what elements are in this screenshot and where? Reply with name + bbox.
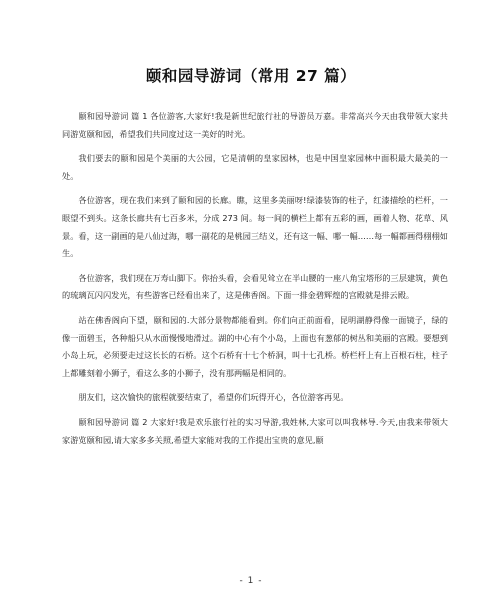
document-title: 颐和园导游词（常用 27 篇）	[145, 67, 357, 85]
paragraph: 颐和园导游词 篇 2 大家好!我是欢乐旅行社的实习导游,我姓林,大家可以叫我林导.今天,由我来带领大家游览颐和园,请大家多多关照,希望大家能对我的工作提出宝贵的意见,颐	[62, 416, 448, 445]
paragraph: 朋友们，这次愉快的旅程就要结束了，希望你们玩得开心，各位游客再见。	[78, 392, 349, 403]
page-number: - 1 -	[239, 576, 263, 586]
paragraph: 我们要去的颐和园是个美丽的大公园，它是清朝的皇家园林，也是中国皇家园林中面积最大最美的一处。	[62, 153, 448, 181]
paragraph: 各位游客，我们现在万寿山脚下。你抬头看，会看见耸立在半山腰的一座八角宝塔形的三层建筑，黄色的琉璃瓦闪闪发光，有些游客已经看出来了，这是佛香阁。下面一排金碧辉煌的宫殿就是排云殿。	[62, 272, 448, 301]
document-body	[62, 108, 448, 449]
paragraph: 站在佛香阁向下望，颐和园的.大部分景物都能看到。你们向正前面看，昆明湖静得像一面镜子，绿的像一面碧玉，各种船只从水面慢慢地滑过。湖的中心有个小岛，上面也有葱郁的树丛和美丽的宫殿。要想到小岛上玩，必须要走过这长长的石桥。这个石桥有十七个桥洞，叫十七孔桥。桥栏杆上有上百根石柱，柱子上都雕刻着小狮子，看这么多的小狮子，没有那两幅是相同的。	[62, 314, 448, 378]
paragraph: 各位游客，现在我们来到了颐和园的长廊。瞧，这里多美丽呀!绿漆装饰的柱子，红漆描绘的栏杆，一眼望不到头。这条长廊共有七百多米，分成 273 间。每一间的横栏上都有五彩的画，画着人物、花草、风景。看，这一副画的是八仙过海，哪一副花的是桃园三结义，还有这一幅、哪一幅……每一幅都画得栩栩如生。	[62, 195, 448, 259]
paragraph: 颐和园导游词 篇 1 各位游客,大家好!我是新世纪旅行社的导游员万嘉。非常高兴今天由我带领大家共同游览颐和园，希望我们共同度过这一美好的时光。	[62, 111, 448, 139]
